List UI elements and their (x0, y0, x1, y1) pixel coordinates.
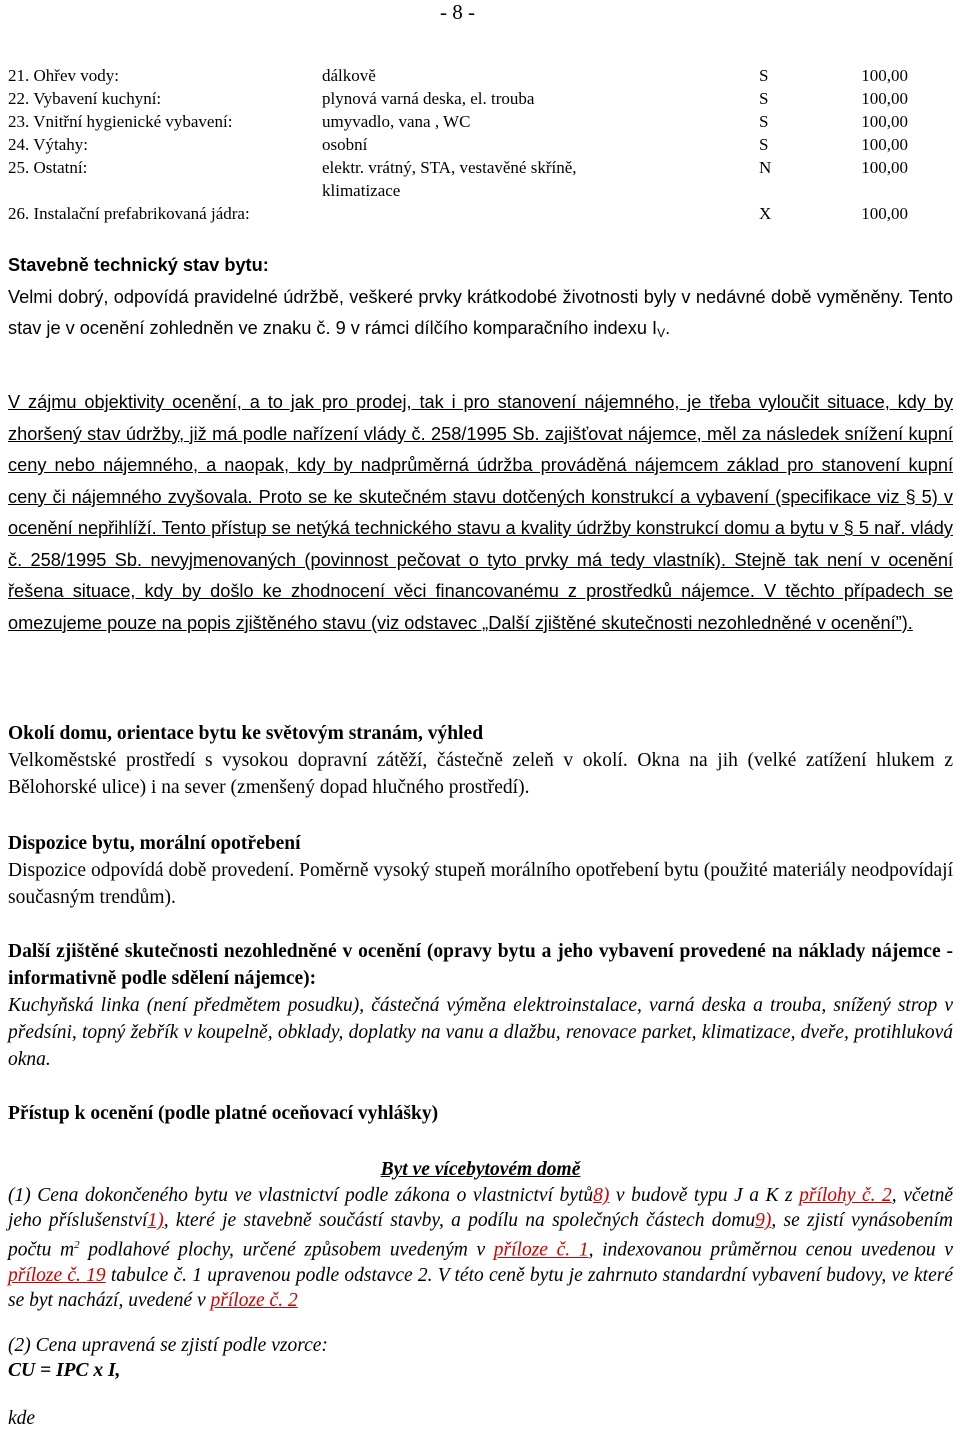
approach-text: tabulce č. 1 upravenou podle odstavce 2. V této ceně bytu je zahrnuto standardní vybavení budovy, ve které se byt nachází, uvedené v (8, 1264, 953, 1311)
equipment-code: S (759, 89, 769, 108)
equipment-desc: elektr. vrátný, STA, vestavěné skříně, (322, 158, 577, 177)
index-subscript: V (657, 326, 666, 340)
ref-annex-2b-link[interactable]: příloze č. 2 (210, 1289, 298, 1311)
equipment-row (8, 112, 908, 135)
equipment-desc: dálkově (322, 66, 376, 85)
approach-text: v budově typu J a K z (609, 1185, 800, 1206)
equipment-desc: klimatizace (322, 181, 401, 200)
objectivity-text-1: V zájmu objektivity ocenění, a to jak pro prodej, tak i pro stanovení nájemného, je třeba vyloučit situace, kdy by zhoršený stav údržby, již má podle nařízení vlády č. 258/1995 Sb. zajišťovat nájemce, měl za následek snížení kupní ceny nebo nájemného, a naopak, kdy by nadprůměrná údržba prováděná nájemcem základ pro stanovení kupní ceny či nájemného zvyšovala. Proto se ke skutečném stavu dotčených konstrukcí a vybavení (specifikace viz (8, 392, 953, 507)
tech-state-section (8, 250, 953, 350)
page-number: - 8 - (440, 0, 475, 24)
equipment-value: 100,00 (861, 66, 908, 85)
equipment-name: 25. Ostatní: (8, 158, 88, 177)
equipment-code: X (759, 204, 772, 223)
ref-9-link[interactable]: 9) (755, 1210, 772, 1231)
approach-subheading: Byt ve vícebytovém domě (380, 1159, 581, 1180)
equipment-desc: plynová varná deska, el. trouba (322, 89, 535, 108)
approach-text: podlahové plochy, určené způsobem uvedeným v (79, 1239, 494, 1261)
equipment-code: S (759, 135, 769, 154)
equipment-value: 100,00 (861, 204, 908, 223)
equipment-desc: umyvadlo, vana , WC (322, 112, 471, 131)
equipment-name: 22. Vybavení kuchyní: (8, 89, 162, 108)
approach-heading-block (8, 1100, 953, 1127)
ref-annex-19-link[interactable]: příloze č. 19 (8, 1264, 106, 1286)
equipment-row (8, 204, 908, 227)
equipment-code: N (759, 158, 772, 177)
ref-1-link[interactable]: 1) (147, 1210, 164, 1231)
approach-heading: Přístup k ocenění (podle platné oceňovací vyhlášky) (8, 1103, 439, 1124)
objectivity-text-2: 5) v ocenění nepřihlíží. Tento přístup se netýká technického stavu a kvality údržby konstrukcí domu a bytu v (8, 486, 953, 538)
approach-text: , které je stavebně součástí stavby, a podílu na společných částech domu (163, 1210, 756, 1231)
equipment-value: 100,00 (861, 135, 908, 154)
approach-subheading-block (8, 1156, 953, 1183)
surroundings-section (8, 720, 953, 801)
equipment-code: S (759, 66, 769, 85)
other-facts-text: Kuchyňská linka (není předmětem posudku), částečná výměna elektroinstalace, varná deska a trouba, snížený strop v předsíni, topný žebřík v koupelně, obklady, doplatky na vanu a dlažbu, renovace parket, klimatizace, dveře, protihluková okna. (8, 995, 953, 1070)
ref-annex-1-link[interactable]: příloze č. 1 (493, 1239, 589, 1261)
other-facts-section (8, 938, 953, 1073)
tech-state-heading: Stavebně technický stav bytu: (8, 255, 269, 275)
approach-paragraph-2: (2) Cena upravená se zjistí podle vzorce: (8, 1335, 328, 1356)
equipment-name: 23. Vnitřní hygienické vybavení: (8, 112, 233, 131)
approach-text: (1) Cena dokončeného bytu ve vlastnictví podle zákona o vlastnictví bytů (8, 1185, 594, 1206)
objectivity-text-3: 5 nař. vlády č. 258/1995 Sb. nevyjmenovaných (povinnost pečovat o tyto prvky má tedy vlastník). Stejně tak není v ocenění řešena situace, kdy by došlo ke zhodnocení věci financovanému z prostředků nájemce. V těchto případech se omezujeme pouze na popis zjištěného stavu (viz odstavec „Další zjištěné skutečnosti nezohledněné v ocenění”). (8, 518, 953, 633)
where-label: kde (8, 1408, 36, 1429)
approach-paragraph-1 (8, 1183, 953, 1313)
equipment-row (8, 181, 908, 204)
approach-text: , včetně jeho příslušenství (8, 1185, 953, 1231)
equipment-value: 100,00 (861, 112, 908, 131)
equipment-name: 21. Ohřev vody: (8, 66, 119, 85)
equipment-name: 24. Výtahy: (8, 135, 88, 154)
superscript-2: 2 (74, 1239, 80, 1251)
equipment-row (8, 158, 908, 181)
objectivity-paragraph (8, 387, 953, 639)
disposition-heading: Dispozice bytu, morální opotřebení (8, 833, 301, 854)
equipment-row (8, 135, 908, 158)
ref-8-link[interactable]: 8) (593, 1185, 610, 1206)
equipment-value: 100,00 (861, 158, 908, 177)
surroundings-text: Velkoměstské prostředí s vysokou dopravní zátěží, částečně zeleň v okolí. Okna na jih (velké zatížení hlukem z Bělohorské ulice) i na sever (zmenšený dopad hlučného prostředí). (8, 750, 953, 798)
disposition-text: Dispozice odpovídá době provedení. Poměrně vysoký stupeň morálního opotřebení bytu (použité materiály neodpovídají současným trendům). (8, 860, 953, 908)
other-facts-heading: Další zjištěné skutečnosti nezohledněné v ocenění (opravy bytu a jeho vybavení provedené na náklady nájemce - informativně podle sdělení nájemce): (8, 941, 953, 989)
section-sign: § (905, 486, 916, 507)
disposition-section (8, 830, 953, 911)
formula: CU = IPC x I, (8, 1360, 121, 1381)
approach-text: , se zjistí vynásobením počtu m (8, 1210, 953, 1261)
tech-state-end: . (665, 318, 671, 338)
equipment-value: 100,00 (861, 89, 908, 108)
surroundings-heading: Okolí domu, orientace bytu ke světovým stranám, výhled (8, 723, 484, 744)
approach-text: , indexovanou průměrnou cenou uvedenou v (588, 1239, 953, 1261)
equipment-code: S (759, 112, 769, 131)
equipment-desc: osobní (322, 135, 368, 154)
equipment-name: 26. Instalační prefabrikovaná jádra: (8, 204, 250, 223)
equipment-row (8, 89, 908, 112)
section-sign: § (843, 518, 854, 538)
tech-state-text: Velmi dobrý, odpovídá pravidelné údržbě, veškeré prvky krátkodobé životnosti byly v nedávné době vyměněny. Tento stav je v ocenění zohledněn ve znaku č. 9 v rámci dílčího komparačního indexu I (8, 286, 953, 338)
equipment-row (8, 66, 908, 89)
ref-annex-2-link[interactable]: přílohy č. 2 (799, 1185, 892, 1206)
